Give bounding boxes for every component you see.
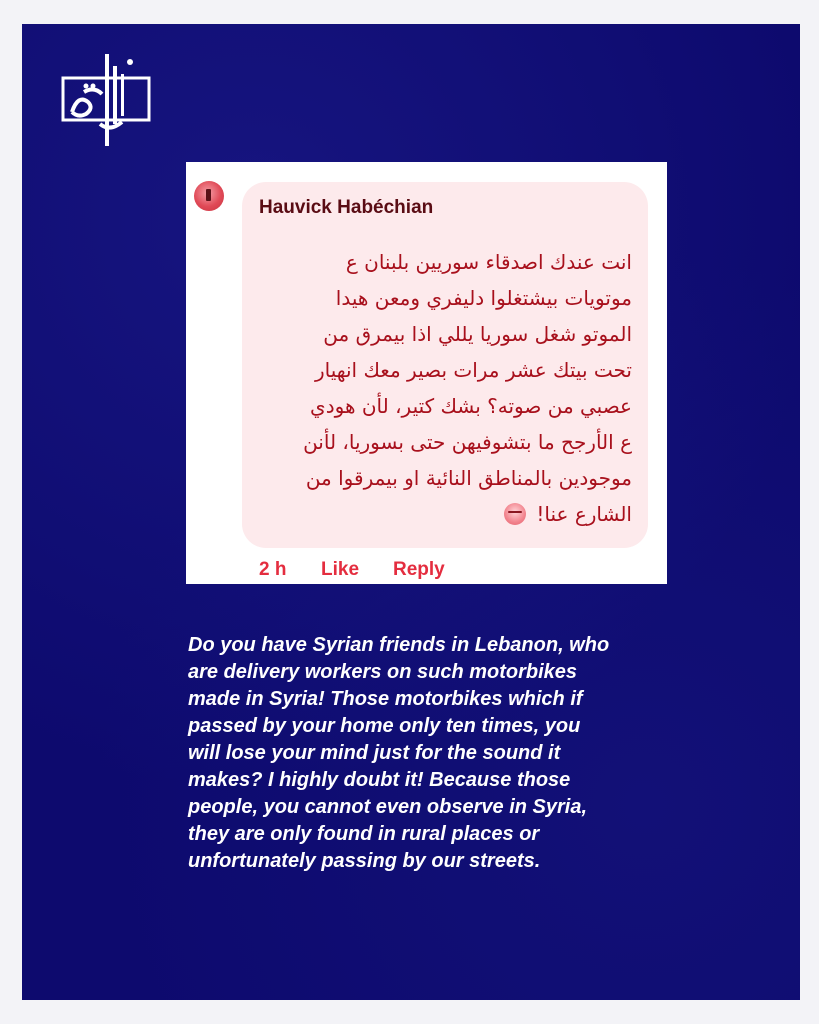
comment-line: انت عندك اصدقاء سوريين بلبنان ع xyxy=(345,250,632,274)
comment-line: الشارع عنا! xyxy=(536,502,632,526)
translation-line: makes? I highly doubt it! Because those xyxy=(188,769,571,791)
translation-line: unfortunately passing by our streets. xyxy=(188,850,541,872)
comment-actions xyxy=(259,558,445,582)
rolling-eyes-emoji-icon xyxy=(504,503,526,525)
logo xyxy=(60,48,155,148)
comment-line-last xyxy=(242,496,632,532)
english-translation xyxy=(188,632,768,875)
comment-card xyxy=(186,162,667,584)
reply-button[interactable]: Reply xyxy=(393,559,445,580)
translation-line: passed by your home only ten times, you xyxy=(188,715,581,737)
comment-line: الموتو شغل سوريا يللي اذا بيمرق من xyxy=(323,322,632,346)
comment-author[interactable]: Hauvick Habéchian xyxy=(259,197,434,218)
comment-timestamp: 2 h xyxy=(259,559,287,580)
like-button[interactable]: Like xyxy=(321,559,360,580)
comment-bubble xyxy=(242,182,648,548)
comment-line: موجودين بالمناطق النائية او بيمرقوا من xyxy=(305,466,632,490)
translation-line: made in Syria! Those motorbikes which if xyxy=(188,688,583,710)
translation-line: will lose your mind just for the sound it xyxy=(188,742,561,764)
logo-calligraphy-icon xyxy=(60,48,155,148)
translation-line: people, you cannot even observe in Syria, xyxy=(188,796,588,818)
comment-text xyxy=(242,244,632,532)
avatar-icon[interactable] xyxy=(194,181,224,211)
comment-line: موتويات بيشتغلوا دليفري ومعن هيدا xyxy=(335,286,632,310)
translation-line: Do you have Syrian friends in Lebanon, who xyxy=(188,634,610,656)
translation-line: they are only found in rural places or xyxy=(188,823,540,845)
translation-line: are delivery workers on such motorbikes xyxy=(188,661,578,683)
comment-line: تحت بيتك عشر مرات بصير معك انهيار xyxy=(314,358,632,382)
comment-line: عصبي من صوته؟ بشك كتير، لأن هودي xyxy=(310,394,632,418)
comment-line: ع الأرجح ما بتشوفيهن حتى بسوريا، لأنن xyxy=(303,430,632,454)
